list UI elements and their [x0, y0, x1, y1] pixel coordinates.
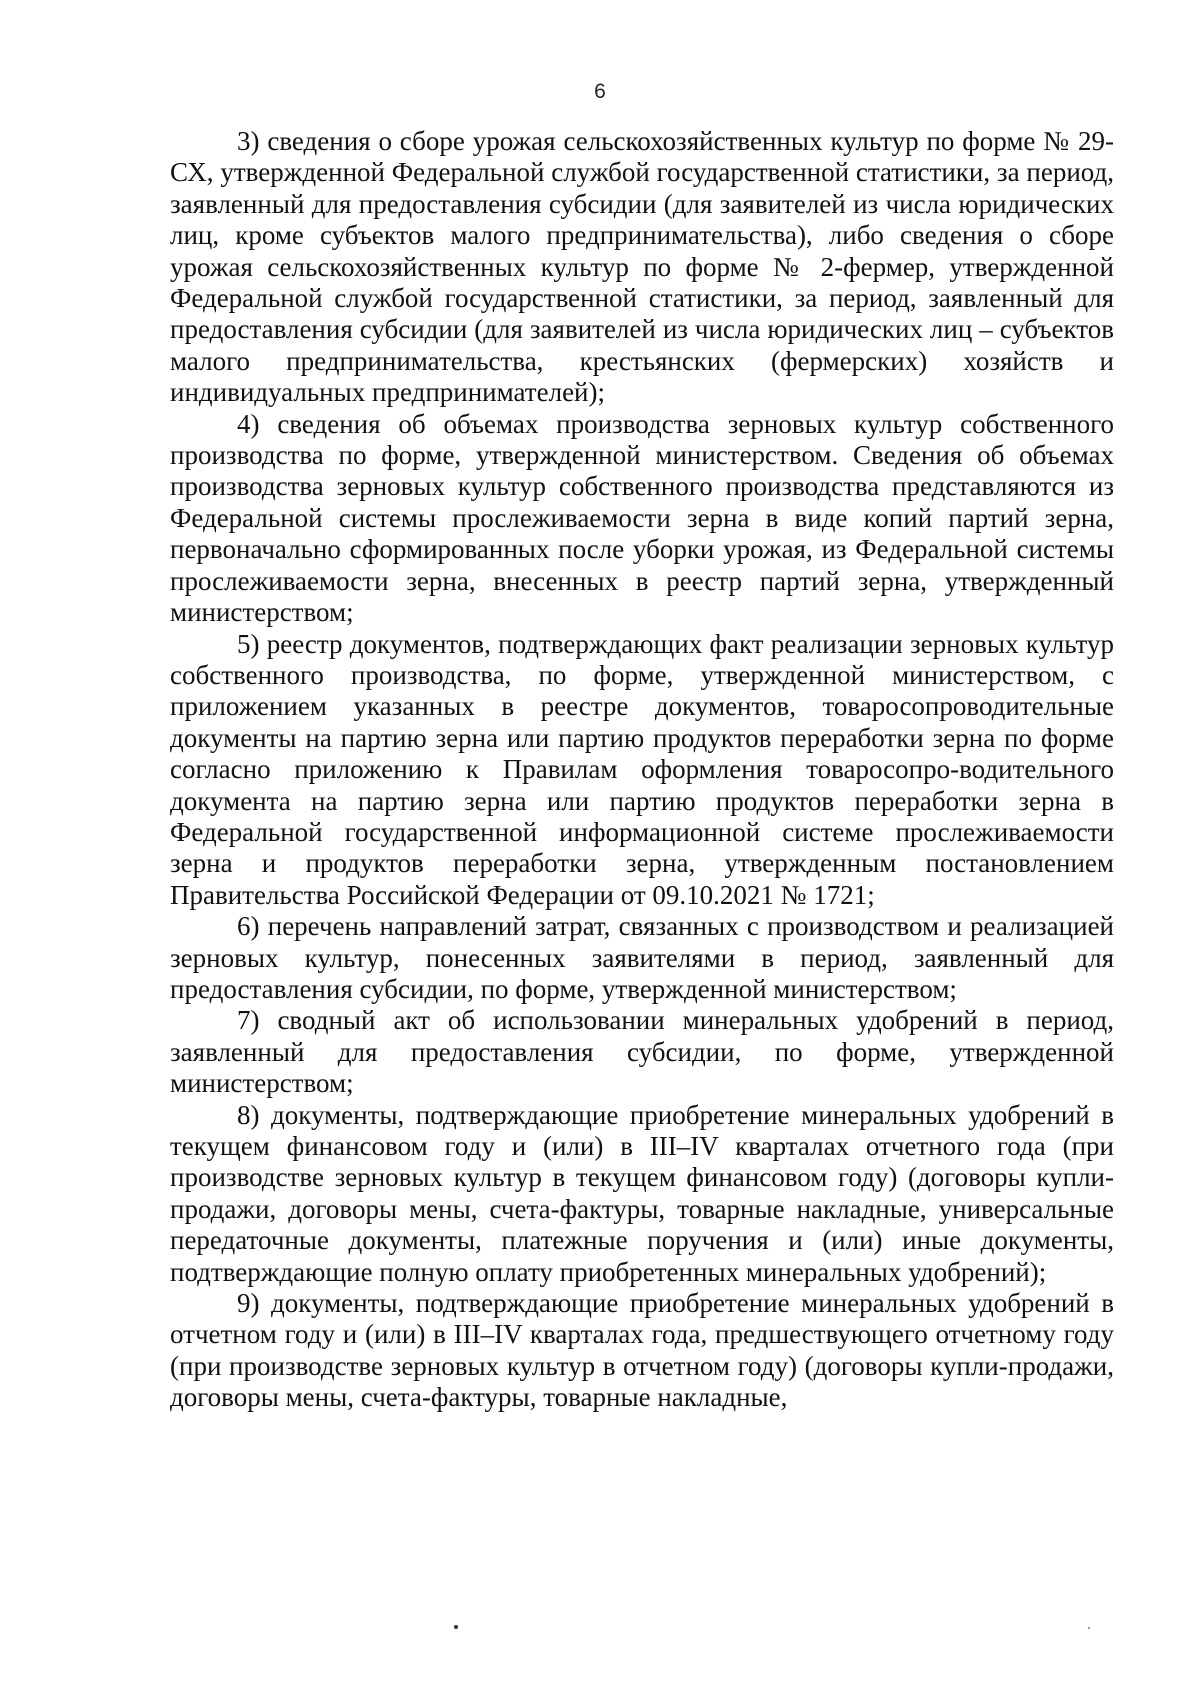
- paragraph-item-7: 7) сводный акт об использовании минеральных удобрений в период, заявленный для предоставления субсидии, по форме, утвержденной министерством;: [170, 1005, 1114, 1099]
- document-body: [170, 126, 1114, 1414]
- scan-speck: [1088, 1627, 1090, 1629]
- paragraph-item-8: 8) документы, подтверждающие приобретение минеральных удобрений в текущем финансовом году и (или) в III–IV кварталах отчетного года (при производстве зерновых культур в текущем финансовом году) (договоры купли-продажи, договоры мены, счета-фактуры, товарные накладные, универсальные передаточные документы, платежные поручения и (или) иные документы, подтверждающие полную оплату приобретенных минеральных удобрений);: [170, 1099, 1114, 1287]
- paragraph-item-3: 3) сведения о сборе урожая сельскохозяйственных культур по форме № 29-СХ, утвержденной Федеральной службой государственной статистики, за период, заявленный для предоставления субсидии (для заявителей из числа юридических лиц, кроме субъектов малого предпринимательства), либо сведения о сборе урожая сельскохозяйственных культур по форме № 2-фермер, утвержденной Федеральной службой государственной статистики, за период, заявленный для предоставления субсидии (для заявителей из числа юридических лиц – субъектов малого предпринимательства, крестьянских (фермерских) хозяйств и индивидуальных предпринимателей);: [170, 126, 1114, 408]
- page-number: 6: [594, 80, 606, 103]
- paragraph-item-5: 5) реестр документов, подтверждающих факт реализации зерновых культур собственного производства, по форме, утвержденной министерством, с приложением указанных в реестре документов, товаросопроводительные документы на партию зерна или партию продуктов переработки зерна по форме согласно приложению к Правилам оформления товаросопро-водительного документа на партию зерна или партию продуктов переработки зерна в Федеральной государственной информационной системе прослеживаемости зерна и продуктов переработки зерна, утвержденным постановлением Правительства Российской Федерации от 09.10.2021 № 1721;: [170, 628, 1114, 910]
- scan-speck: [454, 1625, 458, 1629]
- paragraph-item-4: 4) сведения об объемах производства зерновых культур собственного производства по форме, утвержденной министерством. Сведения об объемах производства зерновых культур собственного производства представляются из Федеральной системы прослеживаемости зерна в виде копий партий зерна, первоначально сформированных после уборки урожая, из Федеральной системы прослеживаемости зерна, внесенных в реестр партий зерна, утвержденный министерством;: [170, 408, 1114, 628]
- paragraph-item-9: 9) документы, подтверждающие приобретение минеральных удобрений в отчетном году и (или) в III–IV кварталах года, предшествующего отчетному году (при производстве зерновых культур в отчетном году) (договоры купли-продажи, договоры мены, счета-фактуры, товарные накладные,: [170, 1288, 1114, 1413]
- paragraph-item-6: 6) перечень направлений затрат, связанных с производством и реализацией зерновых культур, понесенных заявителями в период, заявленный для предоставления субсидии, по форме, утвержденной министерством;: [170, 911, 1114, 1004]
